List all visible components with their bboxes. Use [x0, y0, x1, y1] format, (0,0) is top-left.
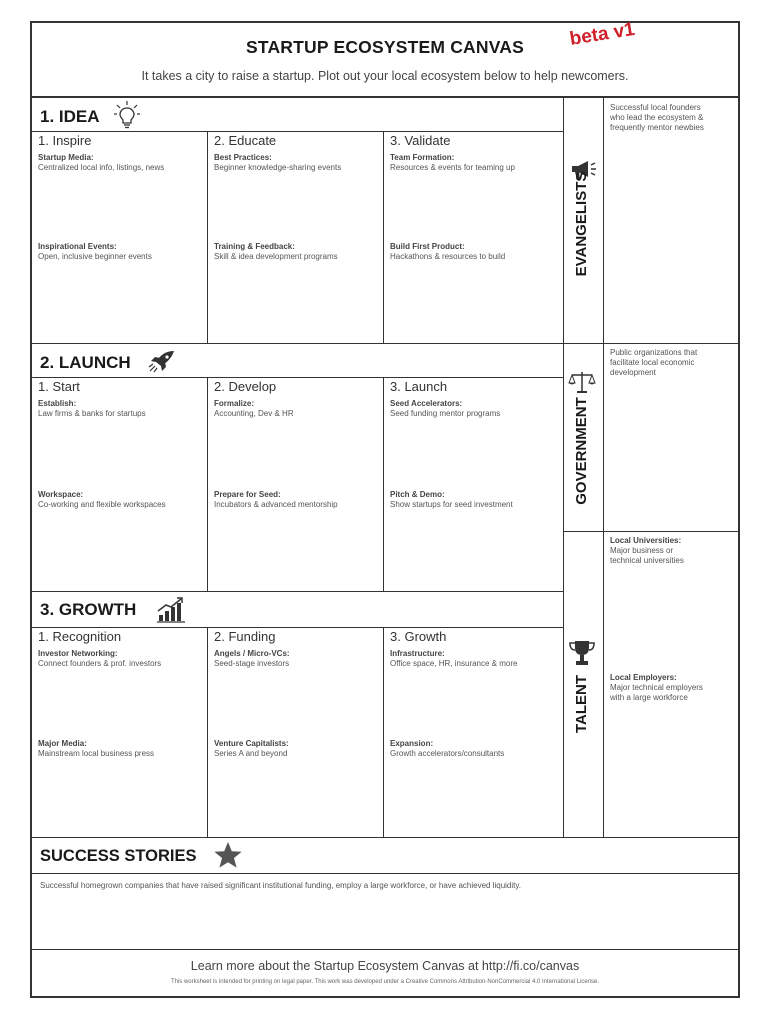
- item-text: Co-working and flexible workspaces: [38, 500, 166, 509]
- canvas-frame: [30, 18, 740, 998]
- column-heading: 1. Inspire: [38, 133, 92, 148]
- footer-license: This worksheet is intended for printing on legal paper. This work was developed under a Creative Commons Attribution-NonCommercial 4.0 International License.: [170, 979, 600, 985]
- footer-link-text: Learn more about the Startup Ecosystem Canvas at http://fi.co/canvas: [190, 959, 580, 973]
- page-subtitle: It takes a city to raise a startup. Plot out your local ecosystem below to help newcomers.: [141, 69, 629, 83]
- success-bottom-line: [32, 949, 738, 950]
- section-title-launch: 2. LAUNCH: [40, 353, 131, 372]
- item-label: Inspirational Events:: [38, 242, 117, 251]
- section-title-success: SUCCESS STORIES: [40, 847, 197, 865]
- item-text: Incubators & advanced mentorship: [214, 500, 338, 509]
- lightbulb-icon: [114, 101, 140, 131]
- growth-col-growth: [384, 627, 563, 837]
- item-text: Office space, HR, insurance & more: [390, 659, 518, 668]
- description-line: Major technical employers: [610, 683, 703, 692]
- grid-sidebar-divider: [563, 98, 564, 838]
- success-description: Successful homegrown companies that have raised significant institutional funding, employ a large workforce, or have achieved liquidity.: [40, 881, 521, 890]
- column-heading: 3. Validate: [390, 133, 451, 148]
- launch-bottom-line: [32, 591, 563, 592]
- item-label: Investor Networking:: [38, 649, 118, 658]
- launch-col-launch: [384, 377, 563, 591]
- section-title-growth: 3. GROWTH: [40, 600, 137, 619]
- talent-universities: [610, 536, 735, 566]
- item-text: Seed funding mentor programs: [390, 409, 501, 418]
- item-text: Hackathons & resources to build: [390, 252, 506, 261]
- beta-badge: beta v1: [568, 18, 637, 50]
- sidebar-title-divider: [603, 98, 604, 838]
- column-heading: 3. Growth: [390, 629, 447, 644]
- description-line: development: [610, 368, 656, 377]
- launch-col-start: [32, 377, 207, 591]
- item-label: Startup Media:: [38, 153, 94, 162]
- description-line: who lead the ecosystem &: [610, 113, 704, 122]
- item-text: Connect founders & prof. investors: [38, 659, 162, 668]
- government-description: [610, 348, 735, 378]
- evangelists-description: [610, 103, 735, 133]
- item-text: Growth accelerators/consultants: [390, 749, 505, 758]
- rocket-icon: [148, 349, 176, 373]
- item-text: Beginner knowledge-sharing events: [214, 163, 342, 172]
- item-label: Prepare for Seed:: [214, 490, 281, 499]
- section-title-idea: 1. IDEA: [40, 107, 100, 126]
- column-heading: 2. Funding: [214, 629, 276, 644]
- description-line: with a large workforce: [610, 693, 688, 702]
- item-text: Mainstream local business press: [38, 749, 155, 758]
- item-text: Skill & idea development programs: [214, 252, 338, 261]
- item-label: Team Formation:: [390, 153, 455, 162]
- launch-col-develop: [208, 377, 383, 591]
- column-heading: 3. Launch: [390, 379, 448, 394]
- trophy-icon: [569, 639, 595, 667]
- item-text: Resources & events for teaming up: [390, 163, 515, 172]
- idea-bottom-line: [32, 343, 738, 344]
- sidebar-title-talent: TALENT: [573, 674, 590, 734]
- description-line: Successful local founders: [610, 103, 701, 112]
- idea-col-educate: [208, 131, 383, 343]
- description-line: frequently mentor newbies: [610, 123, 704, 132]
- item-label: Pitch & Demo:: [390, 490, 445, 499]
- canvas-header: [32, 18, 738, 98]
- page-title: STARTUP ECOSYSTEM CANVAS: [245, 37, 525, 57]
- column-heading: 2. Educate: [214, 133, 277, 148]
- description-label: Local Universities:: [610, 536, 682, 545]
- success-header-line: [32, 873, 738, 874]
- description-line: Major business or: [610, 546, 674, 555]
- item-label: Best Practices:: [214, 153, 272, 162]
- item-text: Series A and beyond: [214, 749, 288, 758]
- growth-col-recognition: [32, 627, 207, 837]
- column-heading: 1. Start: [38, 379, 80, 394]
- item-label: Venture Capitalists:: [214, 739, 289, 748]
- sidebar-title-evangelists: EVANGELISTS: [573, 171, 590, 277]
- item-label: Establish:: [38, 399, 77, 408]
- item-text: Centralized local info, listings, news: [38, 163, 165, 172]
- item-text: Open, inclusive beginner events: [38, 252, 152, 261]
- government-bottom-line: [563, 531, 738, 532]
- item-label: Infrastructure:: [390, 649, 445, 658]
- item-label: Seed Accelerators:: [390, 399, 463, 408]
- growth-bottom-line: [32, 837, 738, 838]
- item-text: Seed-stage investors: [214, 659, 290, 668]
- item-label: Training & Feedback:: [214, 242, 295, 251]
- column-heading: 2. Develop: [214, 379, 277, 394]
- talent-employers: [610, 673, 735, 703]
- column-heading: 1. Recognition: [38, 629, 122, 644]
- item-text: Show startups for seed investment: [390, 500, 513, 509]
- item-label: Workspace:: [38, 490, 84, 499]
- sidebar-title-government: GOVERNMENT: [573, 397, 590, 505]
- item-label: Angels / Micro-VCs:: [214, 649, 290, 658]
- description-line: facilitate local economic: [610, 358, 695, 367]
- star-icon: [213, 841, 243, 869]
- idea-col-inspire: [32, 131, 207, 343]
- growth-col-funding: [208, 627, 383, 837]
- item-text: Law firms & banks for startups: [38, 409, 146, 418]
- growth-chart-icon: [156, 597, 186, 623]
- description-line: Public organizations that: [610, 348, 698, 357]
- description-line: technical universities: [610, 556, 684, 565]
- item-text: Accounting, Dev & HR: [214, 409, 294, 418]
- item-label: Formalize:: [214, 399, 255, 408]
- item-label: Major Media:: [38, 739, 87, 748]
- item-label: Expansion:: [390, 739, 434, 748]
- idea-col-validate: [384, 131, 563, 343]
- description-label: Local Employers:: [610, 673, 677, 682]
- item-label: Build First Product:: [390, 242, 465, 251]
